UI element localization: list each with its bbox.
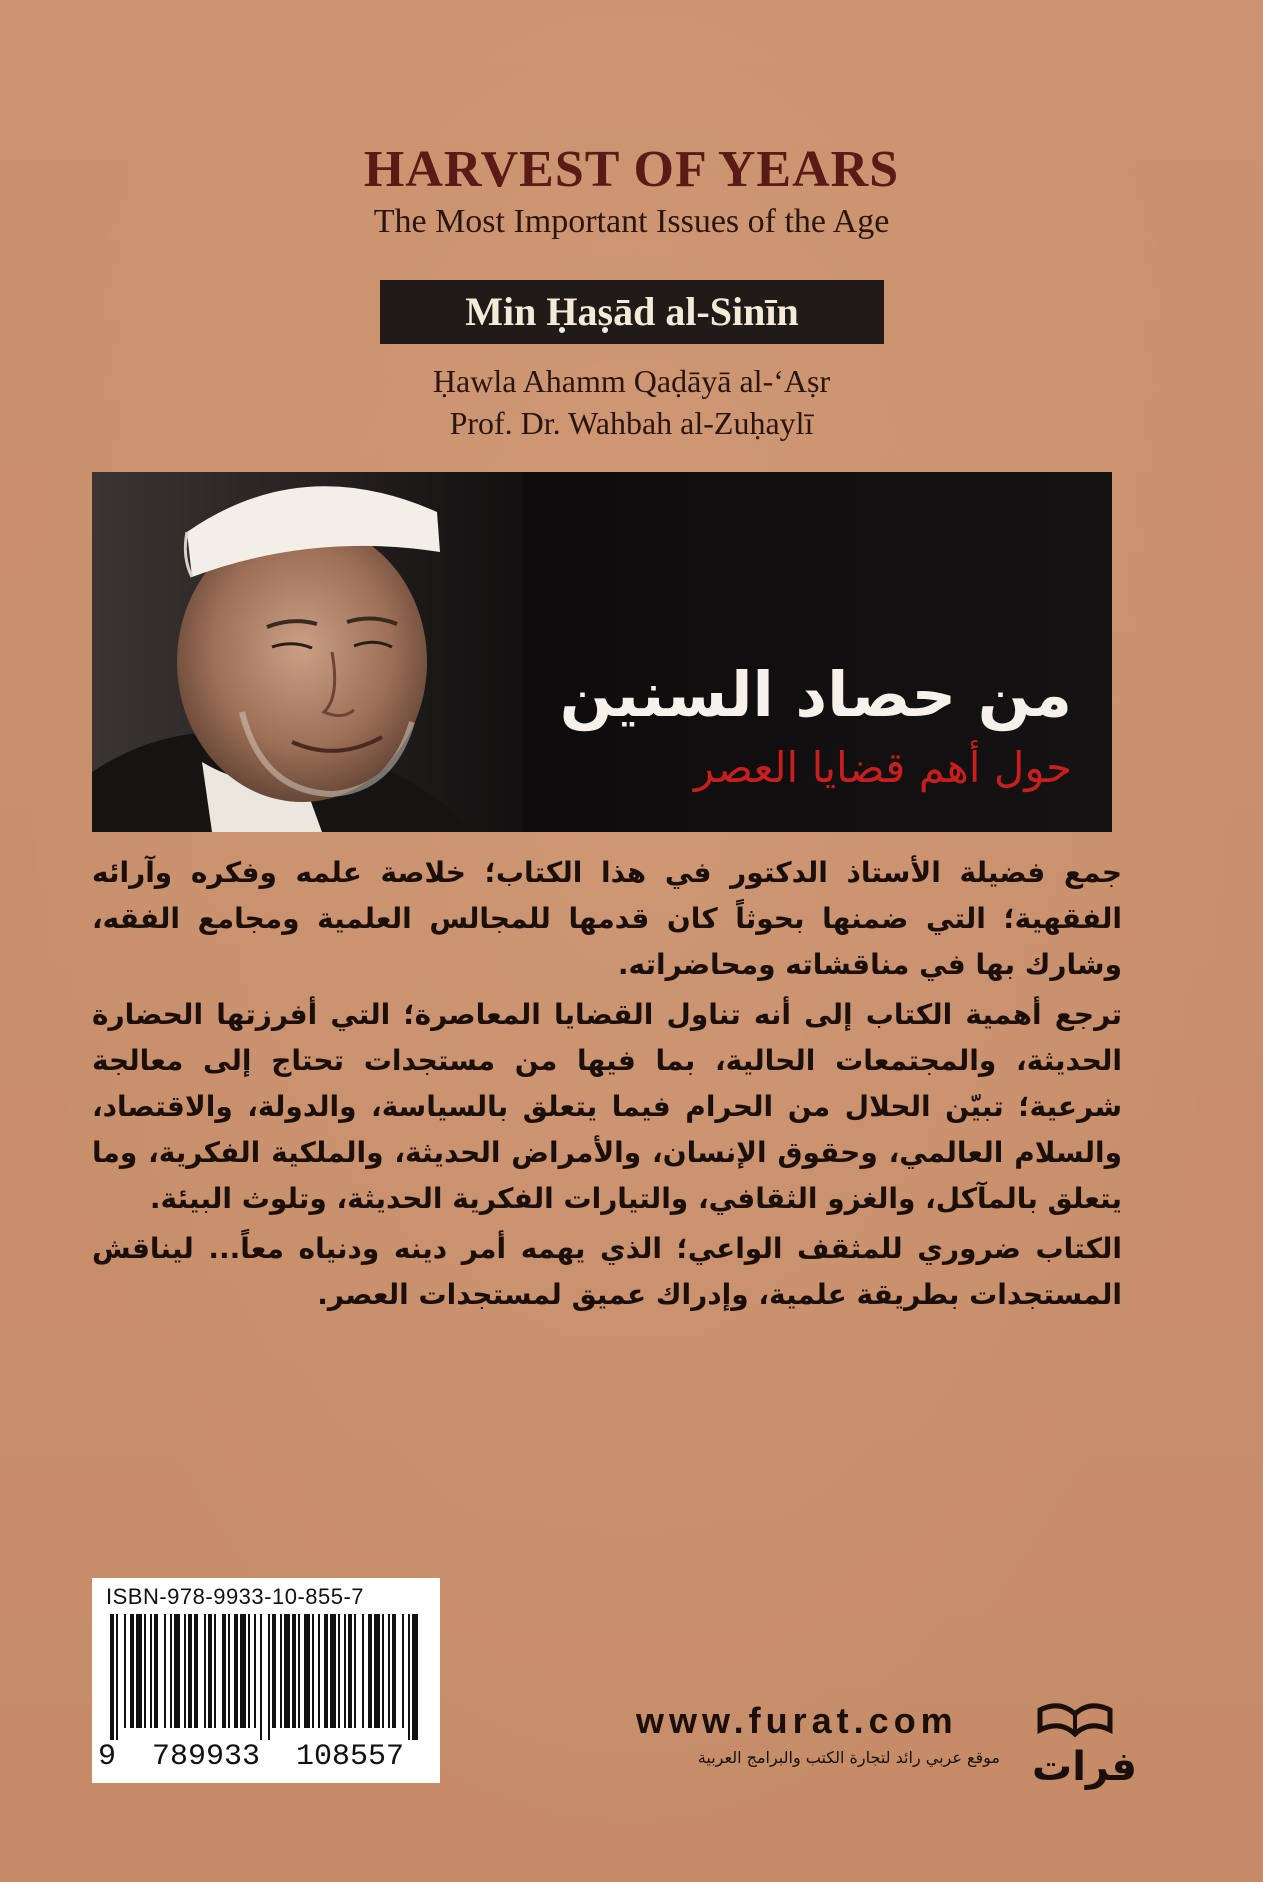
publisher-tagline: موقع عربي رائد لتجارة الكتب والبرامج العربية xyxy=(697,1748,1000,1767)
barcode-bar xyxy=(312,1614,314,1728)
barcode-bar xyxy=(222,1614,226,1728)
barcode-bar xyxy=(170,1614,172,1728)
arabic-title: من حصاد السنين xyxy=(559,658,1072,731)
barcode-bar xyxy=(402,1614,404,1728)
barcode-bar xyxy=(194,1614,198,1728)
barcode-bar xyxy=(228,1614,230,1728)
barcode-bar xyxy=(136,1614,142,1728)
barcode-bar xyxy=(348,1614,352,1728)
author-name: Prof. Dr. Wahbah al-Zuḥaylī xyxy=(449,405,814,441)
title-block xyxy=(0,140,1263,242)
barcode-bar xyxy=(374,1614,380,1728)
barcode-bar xyxy=(248,1614,250,1728)
isbn-digits: 9 789933 108557 xyxy=(98,1740,405,1774)
transliterated-subtitle: Ḥawla Ahamm Qaḍāyā al-‘Aṣr xyxy=(432,363,831,399)
barcode-bar xyxy=(110,1614,114,1740)
barcode-bar xyxy=(214,1614,216,1728)
barcode-bar xyxy=(284,1614,290,1728)
barcode-bar xyxy=(324,1614,328,1728)
barcode-bar xyxy=(368,1614,372,1728)
barcode-bar xyxy=(354,1614,356,1728)
barcode-bar xyxy=(392,1614,396,1728)
barcode-bar xyxy=(272,1614,276,1728)
transliterated-title: Min Ḥaṣād al-Sinīn xyxy=(380,280,884,344)
barcode-bar xyxy=(408,1614,410,1740)
barcode-bar xyxy=(292,1614,296,1728)
blurb-paragraph: جمع فضيلة الأستاذ الدكتور في هذا الكتاب؛ خلاصة علمه وفكره وآرائه الفقهية؛ التي ضمنها بحوثاً كان قدمها للمجالس العلمية ومجامع الفقه، وشارك بها في مناقشاته ومحاضراته. xyxy=(92,856,1122,981)
barcode-bar xyxy=(338,1614,340,1728)
barcode-bar xyxy=(188,1614,192,1728)
barcode-bar xyxy=(254,1614,256,1728)
barcode-bar xyxy=(150,1614,152,1728)
barcode-bar xyxy=(144,1614,146,1728)
publisher-logo-text: فرات xyxy=(1032,1744,1137,1790)
publisher-website[interactable]: www.furat.com xyxy=(636,1700,958,1741)
barcode-bar xyxy=(164,1614,166,1728)
barcode-bar xyxy=(130,1614,134,1728)
arabic-subtitle: حول أهم قضايا العصر xyxy=(693,743,1072,792)
barcode-bar xyxy=(174,1614,180,1728)
subtitle: The Most Important Issues of the Age xyxy=(373,203,890,240)
barcode-bar xyxy=(154,1614,158,1728)
blurb xyxy=(92,850,1122,1322)
barcode-bar xyxy=(330,1614,336,1728)
transliterated-subtitle-block xyxy=(0,360,1263,444)
publisher-block xyxy=(600,1700,1180,1810)
blurb-paragraph: الكتاب ضروري للمثقف الواعي؛ الذي يهمه أمر دينه ودنياه معاً... ليناقش المستجدات بطريقة علمية، وإدراك عميق لمستجدات العصر. xyxy=(92,1232,1122,1311)
barcode-bar xyxy=(280,1614,282,1728)
barcode-bar xyxy=(116,1614,118,1740)
barcode-bar xyxy=(382,1614,384,1728)
barcode-icon xyxy=(106,1614,426,1740)
main-title: HARVEST OF YEARS xyxy=(363,141,900,198)
barcode-bar xyxy=(388,1614,390,1728)
barcode-bar xyxy=(260,1614,262,1740)
barcode-bar xyxy=(234,1614,238,1728)
barcode-bar xyxy=(362,1614,364,1728)
barcode-bar xyxy=(184,1614,186,1728)
author-photo-panel xyxy=(92,472,1112,832)
barcode-bar xyxy=(204,1614,206,1728)
barcode-bar xyxy=(124,1614,126,1728)
barcode-bar xyxy=(304,1614,310,1728)
author-portrait xyxy=(92,472,522,832)
barcode-bar xyxy=(412,1614,418,1740)
blurb-paragraph: ترجع أهمية الكتاب إلى أنه تناول القضايا المعاصرة؛ التي أفرزتها الحضارة الحديثة، والمجتمعات الحالية، بما فيها من مستجدات تحتاج إلى معالجة شرعية؛ تبيّن الحلال من الحرام فيما يتعلق بالسياسة، والدولة، والاقتصاد، والسلام العالمي، وحقوق الإنسان، والأمراض الحديثة، والملكية الفكرية، وما يتعلق بالمآكل، والغزو الثقافي، والتيارات الفكرية الحديثة، وتلوث البيئة. xyxy=(92,998,1122,1215)
barcode-bar xyxy=(208,1614,212,1728)
isbn-label: ISBN-978-9933-10-855-7 xyxy=(106,1584,365,1609)
barcode-bar xyxy=(344,1614,346,1728)
barcode-bar xyxy=(268,1614,270,1740)
barcode-bar xyxy=(298,1614,300,1728)
barcode-bar xyxy=(318,1614,320,1728)
isbn-barcode-box xyxy=(92,1578,440,1783)
barcode-bar xyxy=(240,1614,246,1728)
